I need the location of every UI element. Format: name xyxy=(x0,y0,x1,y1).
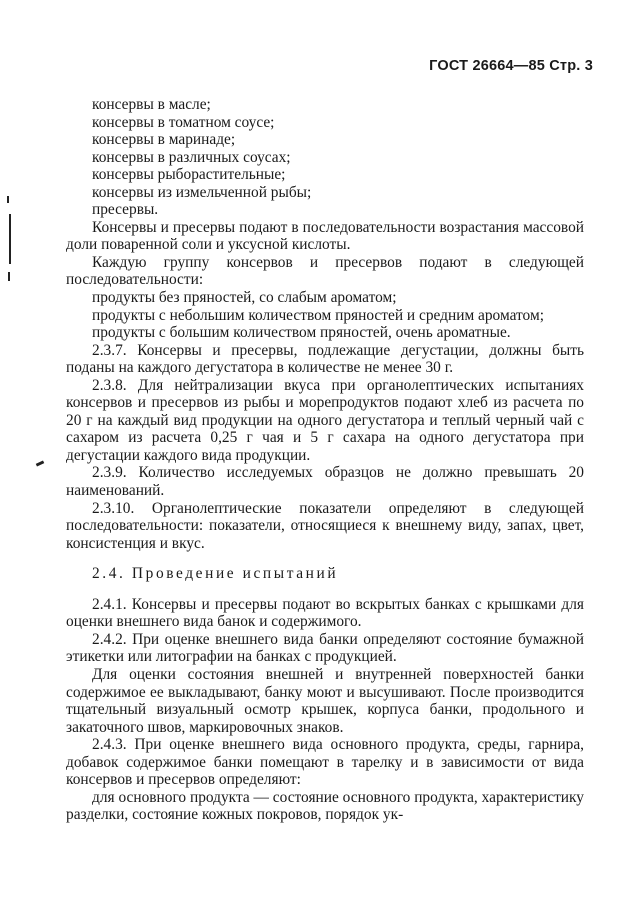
list-item: консервы в масле; xyxy=(92,96,211,113)
group-item: продукты с большим количеством пряностей, очень ароматные. xyxy=(92,324,511,342)
product-list xyxy=(66,96,584,219)
group-item: продукты с небольшим количеством пряностей и средним ароматом; xyxy=(92,306,544,324)
list-item: консервы в томатном соусе; xyxy=(92,113,275,131)
margin-mark xyxy=(9,214,11,264)
clause-2-3-9: 2.3.9. Количество исследуемых образцов не должно превышать 20 наименований. xyxy=(66,464,584,500)
list-item: консервы в различных соусах; xyxy=(92,148,291,166)
clause-2-4-3-item: для основного продукта — состояние основного продукта, характеристику разделки, состояние кожных покровов, порядок ук- xyxy=(66,788,584,824)
list-item: пресервы. xyxy=(92,201,159,219)
list-item: консервы рыборастительные; xyxy=(92,166,286,184)
clause-2-3-7: 2.3.7. Консервы и пресервы, подлежащие дегустации, должны быть поданы на каждого дегустатора в количестве не менее 30 г. xyxy=(66,341,584,377)
clause-2-4-2-continued: Для оценки состояния внешней и внутренней поверхностей банки содержимое ее выкладывают, банку моют и высушивают. После производится тщательный визуальный осмотр крышек, корпуса банки, продольного и закаточного швов, маркировочных знаков. xyxy=(66,665,584,736)
paragraph-order-salt: Консервы и пресервы подают в последовательности возрастания массовой доли поваренной соли и уксусной кислоты. xyxy=(66,218,584,254)
clause-2-3-8: 2.3.8. Для нейтрализации вкуса при органолептических испытаниях консервов и пресервов из рыбы и морепродуктов подают хлеб из расчета по 20 г на каждый вид продукции на одного дегустатора и теплый черный чай с сахаром из расчета 0,25 г чая и 5 г сахара на одного дегустатора при дегустации каждого вида продукции. xyxy=(66,376,584,464)
document-body xyxy=(66,96,584,824)
page-header: ГОСТ 26664—85 Стр. 3 xyxy=(429,58,593,74)
margin-mark xyxy=(8,272,10,281)
clause-2-4-3: 2.4.3. При оценке внешнего вида основного продукта, среды, гарнира, добавок содержимое банки помещают в тарелку и в зависимости от вида консервов и пресервов определяют: xyxy=(66,736,584,789)
list-item: консервы в маринаде; xyxy=(92,131,236,149)
clause-2-4-1: 2.4.1. Консервы и пресервы подают во вскрытых банках с крышками для оценки внешнего вида банок и содержимого. xyxy=(66,595,584,631)
clause-2-3-10: 2.3.10. Органолептические показатели определяют в следующей последовательности: показатели, относящиеся к внешнему виду, запах, цвет, консистенция и вкус. xyxy=(66,499,584,552)
section-heading: 2.4. Проведение испытаний xyxy=(92,565,339,583)
list-item: консервы из измельченной рыбы; xyxy=(92,183,312,201)
margin-mark xyxy=(36,460,45,466)
margin-mark xyxy=(7,196,9,203)
paragraph-order-groups: Каждую группу консервов и пресервов подают в следующей последовательности: xyxy=(66,253,584,289)
group-item: продукты без пряностей, со слабым ароматом; xyxy=(92,289,397,307)
clause-2-4-2: 2.4.2. При оценке внешнего вида банки определяют состояние бумажной этикетки или литографии на банках с продукцией. xyxy=(66,630,584,666)
